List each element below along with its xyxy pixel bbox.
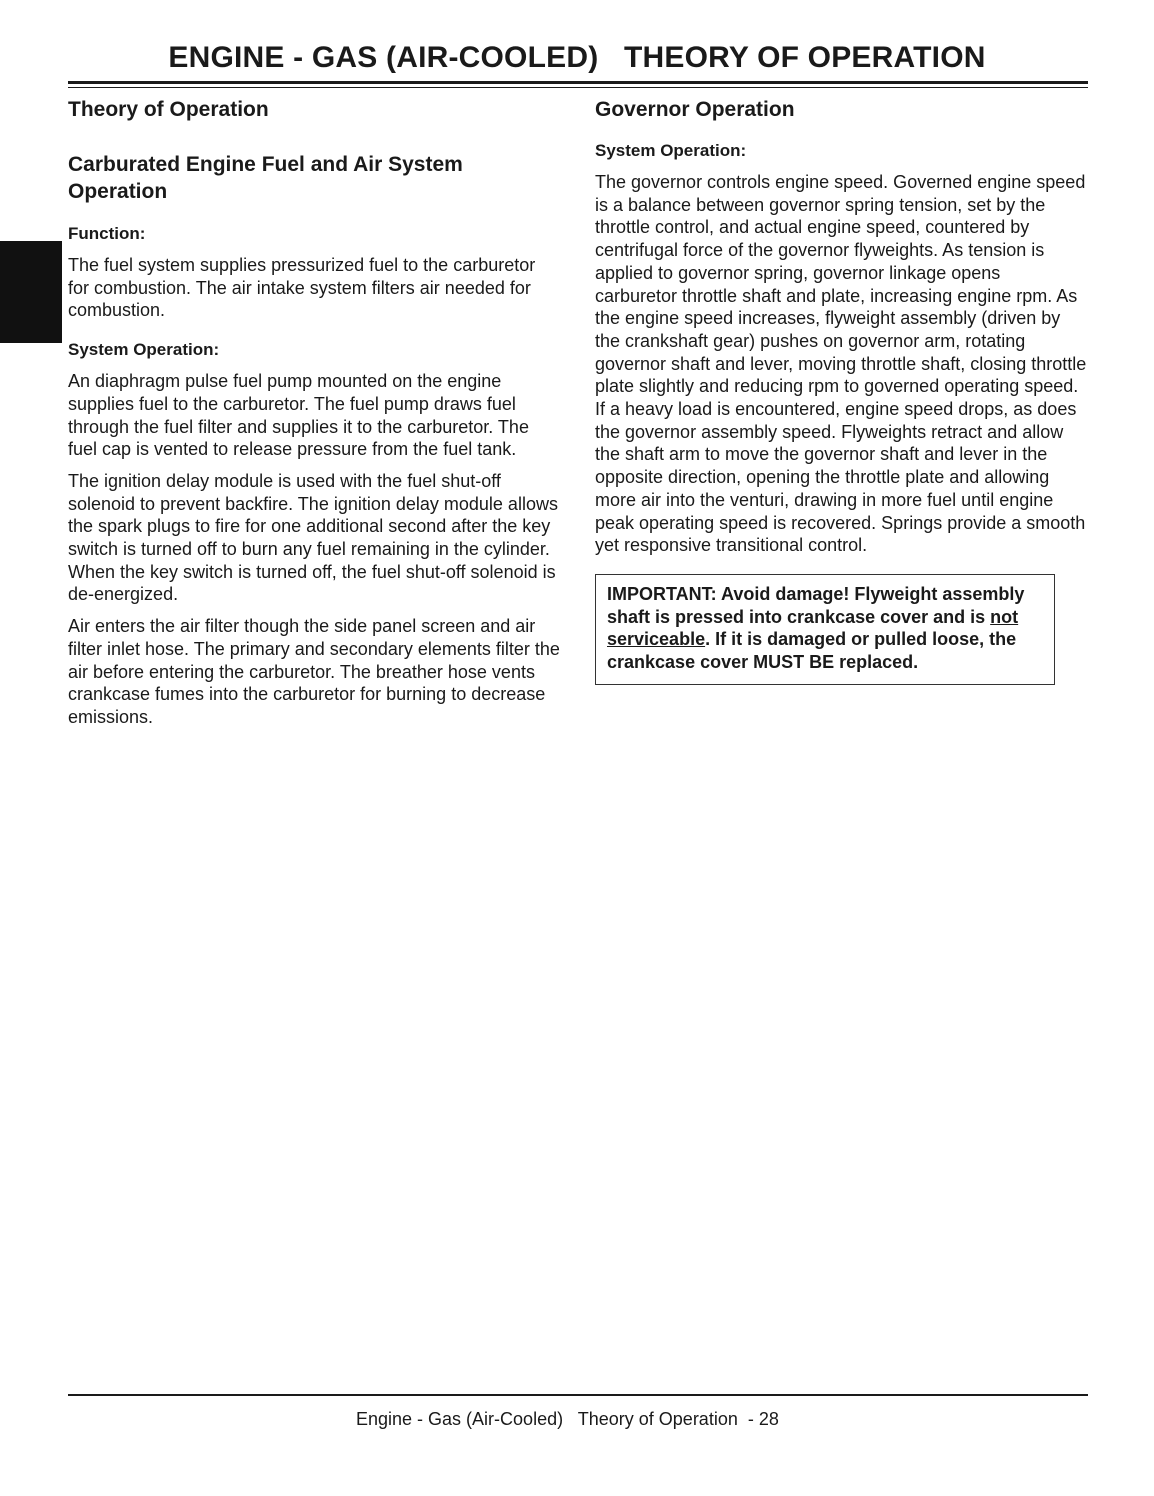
section-heading-theory: Theory of Operation [68, 98, 269, 121]
right-column [595, 96, 1087, 685]
governor-paragraph: The governor controls engine speed. Governed engine speed is a balance between governor spring tension, set by the throttle control, and actual engine speed, countered by centrifugal force of the governor flyweights. As tension is applied to governor spring, governor linkage opens carburetor throttle shaft and plate, increasing engine rpm. As the engine speed increases, flyweight assembly (driven by the crankshaft gear) pushes on governor arm, rotating governor shaft and lever, moving throttle shaft, closing throttle plate slightly and reducing rpm to governed operating speed. If a heavy load is encountered, engine speed drops, as does the governor assembly speed. Flyweights retract and allow the shaft arm to move the governor shaft and lever in the opposite direction, opening the throttle plate and allowing more air into the venturi, drawing in more fuel until engine peak operating speed is recovered. Springs provide a smooth yet responsive transitional control. [595, 172, 1087, 556]
header-rule-thin [68, 87, 1088, 88]
section-heading-governor: Governor Operation [595, 98, 795, 121]
section-heading-carburated: Carburated Engine Fuel and Air System Operation [68, 153, 463, 203]
section-tab-marker [0, 241, 62, 343]
air-filter-paragraph: Air enters the air filter though the side panel screen and air filter inlet hose. The primary and secondary elements filter the air before entering the carburetor. The breather hose vents crankcase fumes into the carburetor for burning to decrease emissions. [68, 616, 560, 727]
important-text-part1: IMPORTANT: Avoid damage! Flyweight assembly shaft is pressed into crankcase cover and is [607, 583, 1025, 627]
system-operation-label: System Operation: [68, 340, 220, 360]
header-rule-thick [68, 81, 1088, 84]
important-notice-box [595, 574, 1055, 685]
footer-rule [68, 1394, 1088, 1396]
fuel-pump-paragraph: An diaphragm pulse fuel pump mounted on the engine supplies fuel to the carburetor. The fuel pump draws fuel through the fuel filter and supplies it to the carburetor. The fuel cap is vented to release pressure from the fuel tank. [68, 371, 529, 460]
page-footer: Engine - Gas (Air-Cooled) Theory of Operation - 28 [356, 1409, 779, 1429]
function-text: The fuel system supplies pressurized fuel to the carburetor for combustion. The air intake system filters air needed for combustion. [68, 255, 536, 321]
function-label: Function: [68, 224, 146, 243]
left-column [68, 96, 560, 729]
ignition-delay-paragraph: The ignition delay module is used with the fuel shut-off solenoid to prevent backfire. The ignition delay module allows the spark plugs to fire for one additional second after the key switch is turned off to burn any fuel remaining in the cylinder. When the key switch is turned off, the fuel shut-off solenoid is de-energized. [68, 470, 558, 605]
page-title: ENGINE - GAS (AIR-COOLED) THEORY OF OPERATION [168, 41, 986, 74]
system-operation-label-governor: System Operation: [595, 141, 747, 160]
important-text-underlined: not serviceable [607, 606, 1019, 650]
important-text-part2: . If it is damaged or pulled loose, the crankcase cover MUST BE replaced. [607, 629, 1017, 673]
